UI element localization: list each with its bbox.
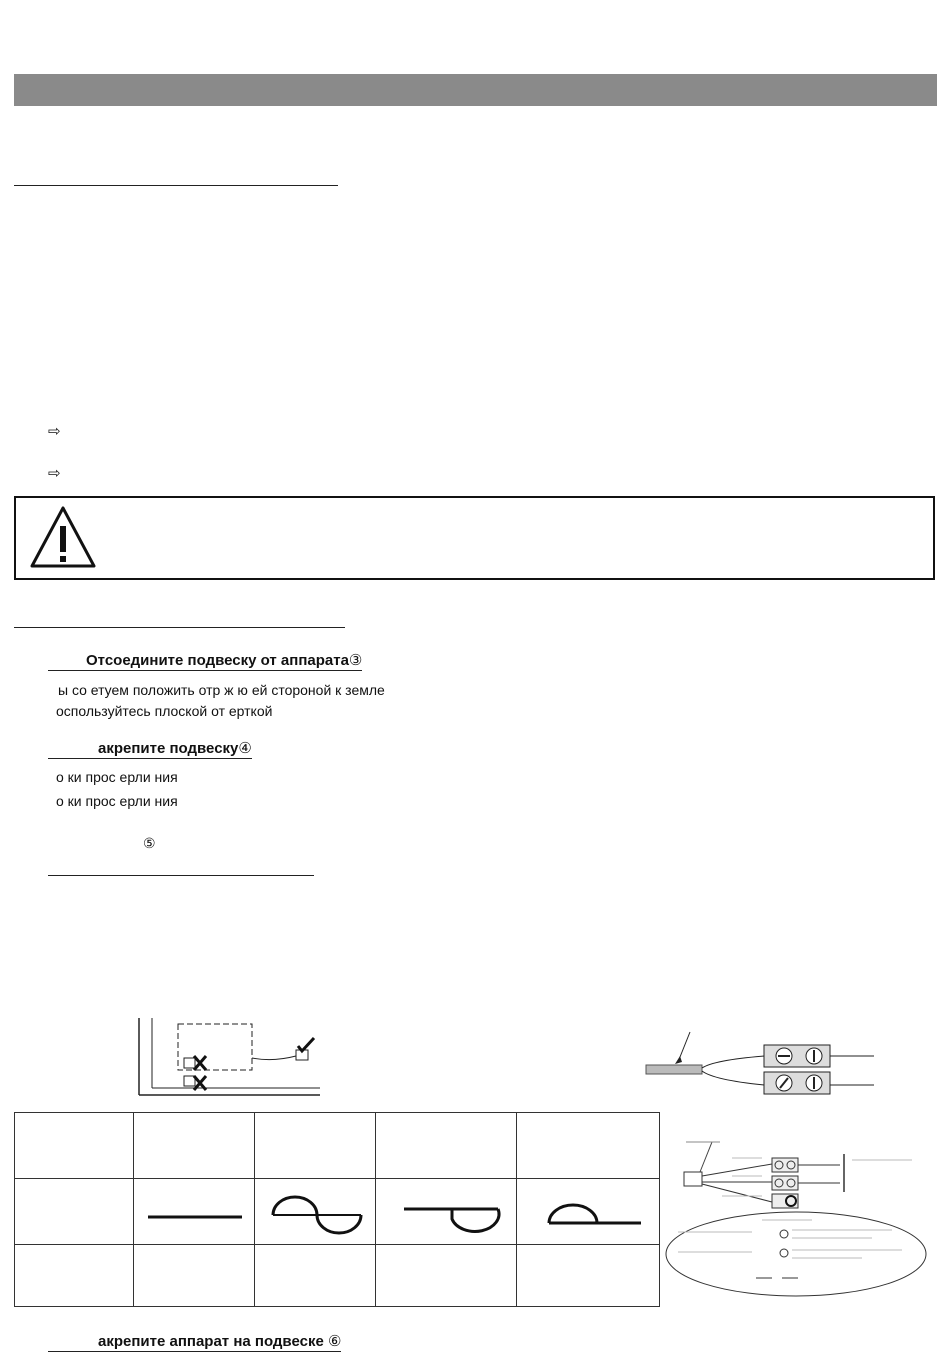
waveform-half-low-icon (376, 1179, 516, 1239)
warning-triangle-icon (28, 504, 98, 570)
table-cell (15, 1245, 134, 1307)
table-cell (134, 1245, 255, 1307)
table-cell (376, 1179, 517, 1245)
terminal-block-figure (644, 1030, 880, 1100)
step-detach-line: ы со етуем положить отр ж ю ей стороной к земле (58, 682, 385, 698)
wiring-diagram-figure (662, 1134, 942, 1300)
section-underline (14, 627, 345, 628)
table-cell (255, 1113, 376, 1179)
table-cell (134, 1113, 255, 1179)
ceiling-mount-figure (138, 1018, 320, 1096)
table-cell (15, 1179, 134, 1245)
list-arrow-icon: ⇨ (48, 465, 61, 482)
table-cell (134, 1179, 255, 1245)
section-header-bar (14, 74, 937, 106)
wiring-table (14, 1112, 660, 1307)
table-cell (517, 1113, 660, 1179)
waveform-flat-icon (134, 1179, 254, 1239)
table-cell (255, 1179, 376, 1245)
table-cell (517, 1245, 660, 1307)
section-underline (48, 875, 314, 876)
table-cell (376, 1245, 517, 1307)
step-mount-ref: ⑥ (327, 1333, 342, 1350)
waveform-full-icon (255, 1179, 375, 1239)
waveform-half-high-icon (517, 1179, 659, 1239)
step-detach-line: оспользуйтесь плоской от ерткой (56, 703, 273, 719)
warning-box (14, 496, 935, 580)
step-fix-bracket-line: о ки прос ерли ния (56, 793, 178, 809)
table-cell (255, 1245, 376, 1307)
table-cell (15, 1113, 134, 1179)
step-mount-title: акрепите аппарат на подвеске (98, 1333, 324, 1350)
step-fix-bracket-ref: ④ (238, 740, 252, 757)
step-fix-bracket-heading (48, 740, 252, 758)
step-detach-heading (48, 652, 362, 670)
list-arrow-icon: ⇨ (48, 423, 61, 440)
step-five-ref: ⑤ (143, 835, 156, 851)
step-fix-bracket-title: акрепите подвеску (98, 740, 239, 757)
step-detach-ref: ③ (348, 652, 363, 669)
step-mount-heading (48, 1333, 341, 1351)
step-fix-bracket-line: о ки прос ерли ния (56, 769, 178, 785)
table-cell (376, 1113, 517, 1179)
section-underline (14, 185, 338, 186)
table-cell (517, 1179, 660, 1245)
step-detach-title: Отсоедините подвеску от аппарата (86, 652, 349, 669)
